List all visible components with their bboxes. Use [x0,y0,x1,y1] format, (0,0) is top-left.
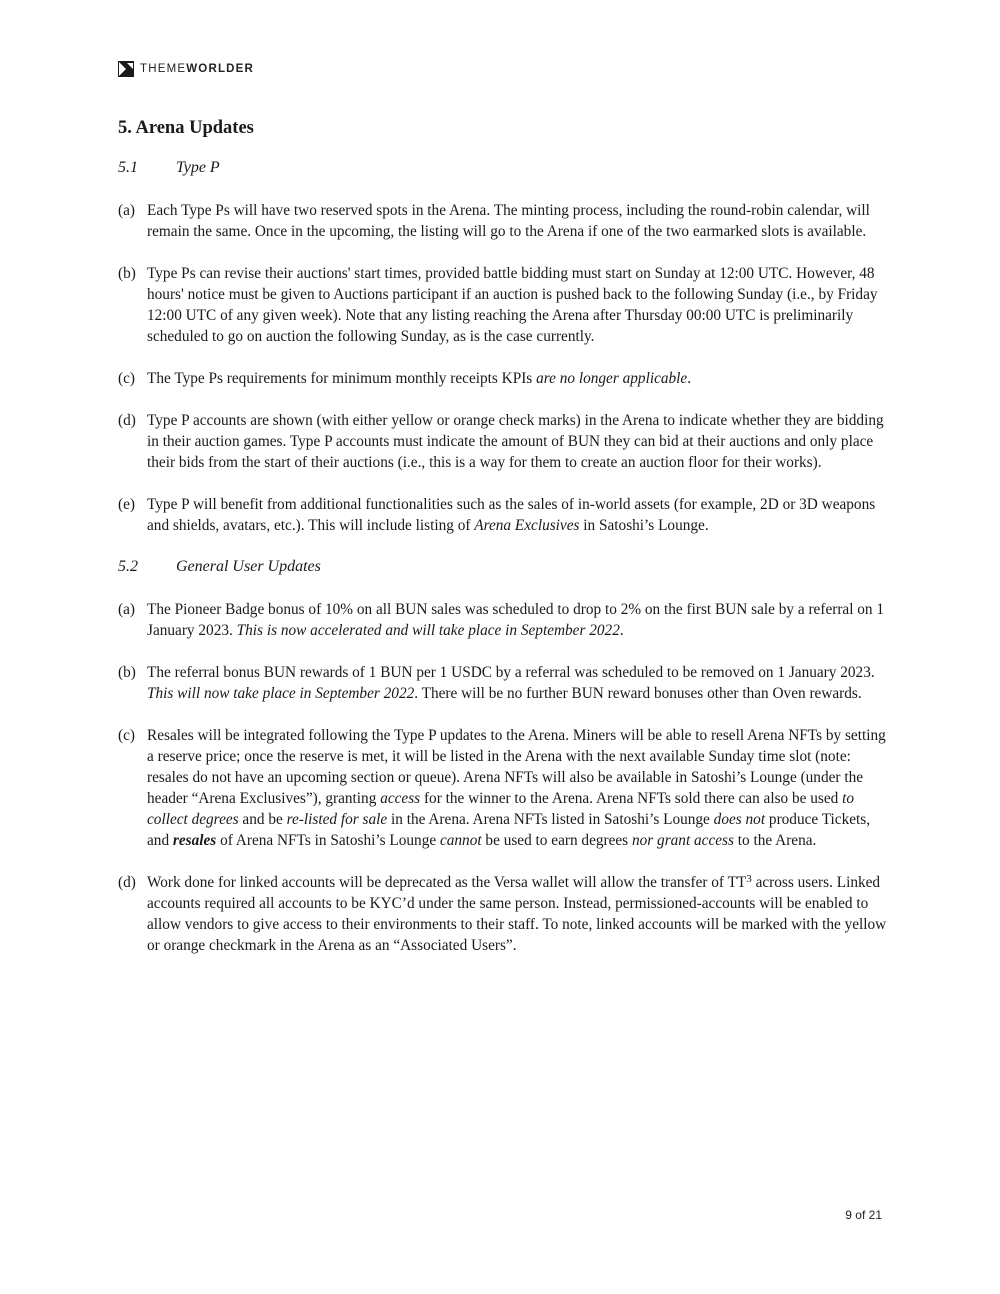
themeworlder-logo-icon [118,61,134,77]
general-update-item [118,599,888,641]
brand-name: THEMEWORLDER [140,63,255,75]
general-update-item [118,662,888,704]
list-item-text: The Type Ps requirements for minimum monthly receipts KPIs are no longer applicable. [147,370,692,387]
list-item-label: (b) [118,265,136,282]
list-item-label: (d) [118,874,136,891]
general-user-updates-list [118,599,888,956]
list-item-text: Type P will benefit from additional functionalities such as the sales of in-world assets (for example, 2D or 3D weapons and shields, avatars, etc.). This will include listing of Arena Exclusives in Satoshi’s Lounge. [147,496,876,534]
general-update-item [118,872,888,956]
type-p-item [118,368,888,389]
list-item-text: Type P accounts are shown (with either yellow or orange check marks) in the Arena to indicate whether they are bidding in their auction games. Type P accounts must indicate the amount of BUN they can bid at their auctions and only place their bids from the start of their auctions (i.e., this is a way for them to create an auction floor for their works). [147,412,884,471]
list-item-text: The referral bonus BUN rewards of 1 BUN per 1 USDC by a referral was scheduled to be removed on 1 January 2023. This will now take place in September 2022. There will be no further BUN reward bonuses other than Oven rewards. [147,664,875,702]
list-item-label: (e) [118,496,135,513]
list-item-text: The Pioneer Badge bonus of 10% on all BUN sales was scheduled to drop to 2% on the first BUN sale by a referral on 1 January 2023. This is now accelerated and will take place in September 2022. [147,601,885,639]
list-item-label: (c) [118,370,135,387]
section-title: 5. Arena Updates [118,118,254,138]
list-item-label: (b) [118,664,136,681]
subsection-title: General User Updates [176,558,321,575]
list-item-text: Type Ps can revise their auctions' start times, provided battle bidding must start on Sunday at 12:00 UTC. However, 48 hours' notice must be given to Auctions participant if an auction is pushed back to the following Sunday (i.e., by Friday 12:00 UTC of any given week). Note that any listing reaching the Arena after Thursday 00:00 UTC is preliminarily scheduled to go on auction the following Sunday, as is the case currently. [147,265,878,345]
list-item-label: (a) [118,202,135,219]
general-update-item [118,725,888,851]
document-body [118,116,888,977]
type-p-item [118,494,888,536]
subsection-number: 5.1 [118,159,138,176]
page-number: 9 of 21 [845,1208,882,1222]
type-p-list [118,200,888,536]
brand-logo [118,61,254,77]
list-item-text: Each Type Ps will have two reserved spots in the Arena. The minting process, including the round-robin calendar, will remain the same. Once in the upcoming, the listing will go to the Arena if one of the two earmarked slots is available. [147,202,870,240]
subsection-heading-5-1 [118,158,888,178]
list-item-label: (d) [118,412,136,429]
type-p-item [118,263,888,347]
subsection-title: Type P [176,159,220,176]
list-item-label: (c) [118,727,135,744]
list-item-text: Work done for linked accounts will be deprecated as the Versa wallet will allow the transfer of $TT^3$ across users. Linked accounts required all accounts to be KYC’d under the same person. Instead, permissioned-accounts will be enabled to allow vendors to give access to their environments to their staff. To note, linked accounts will be marked with the yellow or orange checkmark in the Arena as an “Associated Users”. [147,873,887,954]
list-item-text: Resales will be integrated following the Type P updates to the Arena. Miners will be able to resell Arena NFTs by setting a reserve price; once the reserve is met, it will be listed in the Arena with the next available Sunday time slot (note: resales do not have an upcoming section or queue). Arena NFTs will also be available in Satoshi’s Lounge (under the header “Arena Exclusives”), granting access for the winner to the Arena. Arena NFTs sold there can also be used to collect degrees and be re-listed for sale in the Arena. Arena NFTs listed in Satoshi’s Lounge does not produce Tickets, and resales of Arena NFTs in Satoshi’s Lounge cannot be used to earn degrees nor grant access to the Arena. [147,727,886,849]
type-p-item [118,200,888,242]
list-item-label: (a) [118,601,135,618]
subsection-heading-5-2 [118,557,888,577]
subsection-number: 5.2 [118,558,138,575]
type-p-item [118,410,888,473]
